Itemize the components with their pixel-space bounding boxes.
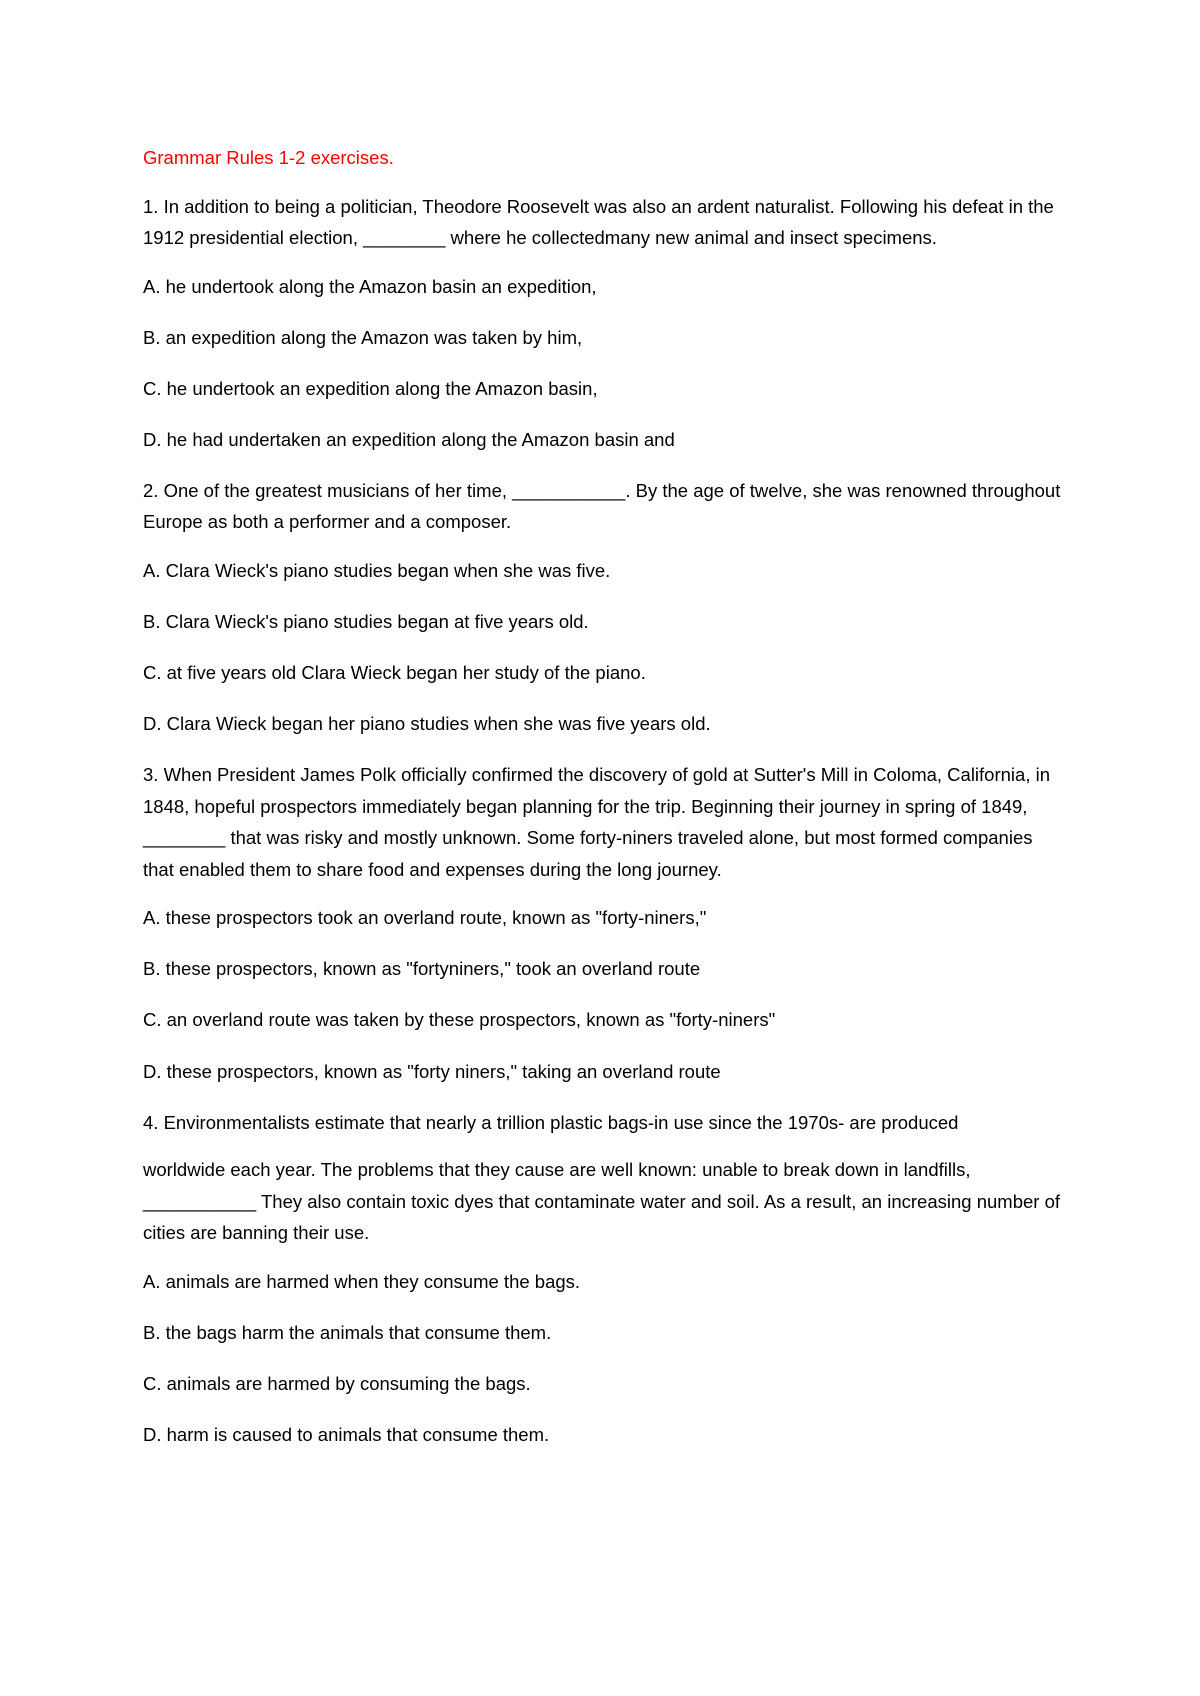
question-4-option-c: C. animals are harmed by consuming the bags. bbox=[143, 1372, 531, 1394]
document-body bbox=[143, 142, 1063, 1470]
question-4-option-a: A. animals are harmed when they consume the bags. bbox=[143, 1270, 581, 1292]
question-2-option-d: D. Clara Wieck began her piano studies when she was five years old. bbox=[143, 713, 711, 735]
question-2-stem: 2. One of the greatest musicians of her time, ___________. By the age of twelve, she was renowned throughout Europe as both a performer and a composer. bbox=[143, 479, 1061, 533]
question-1-option-c: C. he undertook an expedition along the Amazon basin, bbox=[143, 377, 598, 399]
question-4-stem-rest: worldwide each year. The problems that they cause are well known: unable to break down in landfills, ___________ They also contain toxic dyes that contaminate water and soil. As a result, an increasing number of cities are banning their use. bbox=[143, 1159, 1060, 1244]
question-3-option-d: D. these prospectors, known as "forty niners," taking an overland route bbox=[143, 1060, 721, 1082]
question-1-option-a: A. he undertook along the Amazon basin an expedition, bbox=[143, 275, 597, 297]
question-2-option-c: C. at five years old Clara Wieck began her study of the piano. bbox=[143, 662, 646, 684]
question-3-option-b: B. these prospectors, known as "fortyniners," took an overland route bbox=[143, 958, 701, 980]
question-4-option-d: D. harm is caused to animals that consume them. bbox=[143, 1423, 550, 1445]
question-4-option-b: B. the bags harm the animals that consume them. bbox=[143, 1321, 552, 1343]
question-3-option-a: A. these prospectors took an overland route, known as "forty-niners," bbox=[143, 907, 707, 929]
question-3-stem: 3. When President James Polk officially confirmed the discovery of gold at Sutter's Mill in Coloma, California, in 1848, hopeful prospectors immediately began planning for the trip. Beginning their journey in spring of 1849, ________ that was risky and mostly unknown. Some forty-niners traveled alone, but most formed companies that enabled them to share food and expenses during the long journey. bbox=[143, 764, 1050, 880]
question-2-option-b: B. Clara Wieck's piano studies began at five years old. bbox=[143, 610, 589, 632]
question-3-option-c: C. an overland route was taken by these prospectors, known as "forty-niners" bbox=[143, 1009, 776, 1031]
question-4-stem-lead: 4. Environmentalists estimate that nearly a trillion plastic bags-in use since the 1970s- are produced bbox=[143, 1111, 959, 1133]
document-title: Grammar Rules 1-2 exercises. bbox=[143, 147, 394, 168]
question-1-option-b: B. an expedition along the Amazon was taken by him, bbox=[143, 326, 583, 348]
question-1-option-d: D. he had undertaken an expedition along the Amazon basin and bbox=[143, 428, 675, 450]
question-2-option-a: A. Clara Wieck's piano studies began when she was five. bbox=[143, 559, 611, 581]
question-1-stem: 1. In addition to being a politician, Theodore Roosevelt was also an ardent naturalist. Following his defeat in the 1912 presidential election, ________ where he collectedmany new animal and insect specimens. bbox=[143, 195, 1054, 248]
